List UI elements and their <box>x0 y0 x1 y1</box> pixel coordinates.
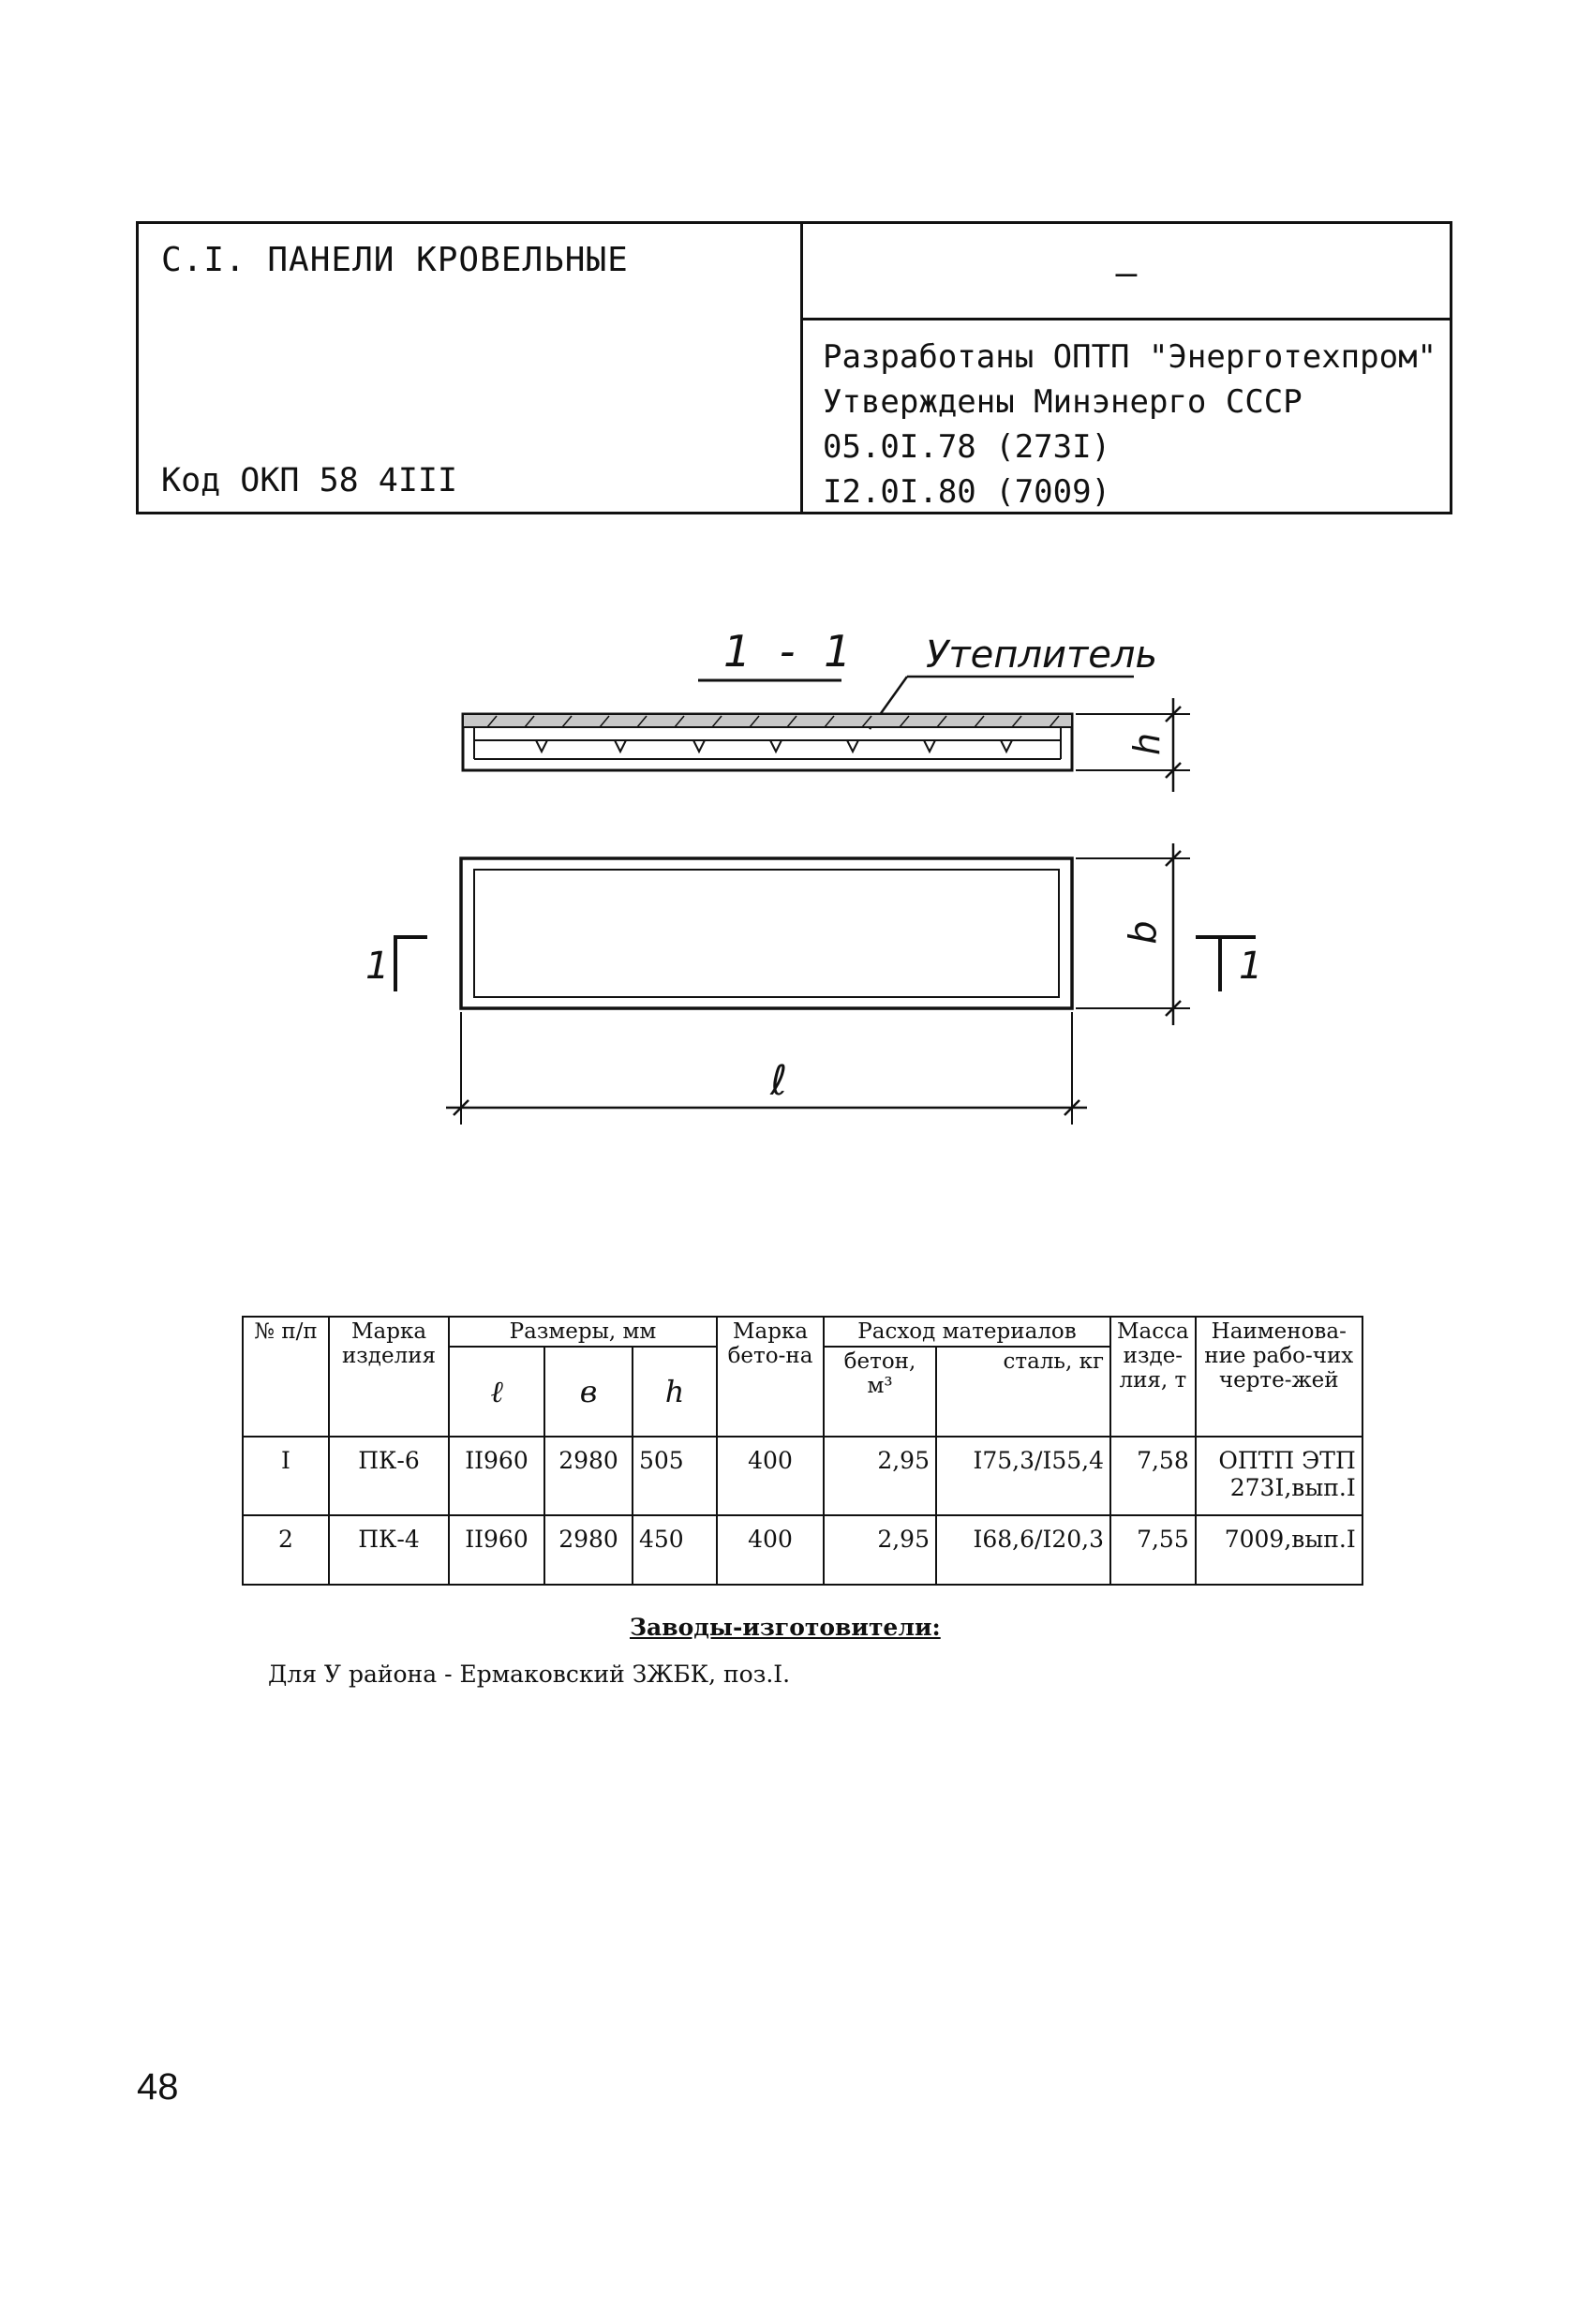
section-view <box>463 714 1072 770</box>
factories-title: Заводы-изготовители: <box>630 1614 941 1641</box>
row-l: II960 <box>449 1515 544 1585</box>
dimension-h-label: h <box>1126 732 1169 756</box>
okp-code: Код ОКП 58 4III <box>161 462 458 499</box>
row-concrete: 2,95 <box>824 1437 936 1515</box>
header-l: ℓ <box>449 1347 544 1437</box>
approval-date-2: I2.0I.80 (7009) <box>823 473 1111 511</box>
developed-by: Разработаны ОПТП "Энерготехпром" <box>823 338 1437 376</box>
header-consumption: Расход материалов <box>824 1317 1110 1347</box>
table-row <box>243 1437 1362 1515</box>
row-steel: I68,6/I20,3 <box>936 1515 1110 1585</box>
header-mass: Масса изде-лия, т <box>1110 1317 1196 1437</box>
row-l: II960 <box>449 1437 544 1515</box>
insulation-label: Утеплитель <box>926 633 1158 677</box>
row-b: 2980 <box>544 1515 633 1585</box>
document-title: С.I. ПАНЕЛИ КРОВЕЛЬНЫЕ <box>161 241 629 279</box>
header-b: в <box>544 1347 633 1437</box>
row-steel: I75,3/I55,4 <box>936 1437 1110 1515</box>
row-drawings: 7009,вып.I <box>1196 1515 1362 1585</box>
section-label: 1 - 1 <box>723 626 859 677</box>
row-concrete-mark: 400 <box>717 1515 824 1585</box>
row-h: 505 <box>633 1437 717 1515</box>
row-mark: ПК-4 <box>329 1515 449 1585</box>
row-h: 450 <box>633 1515 717 1585</box>
row-num: I <box>243 1437 329 1515</box>
header-sizes: Размеры, мм <box>449 1317 717 1347</box>
header-steel: сталь, кг <box>936 1347 1110 1437</box>
row-mark: ПК-6 <box>329 1437 449 1515</box>
header-dash: — <box>1115 252 1138 293</box>
row-concrete: 2,95 <box>824 1515 936 1585</box>
row-concrete-mark: 400 <box>717 1437 824 1515</box>
header-h: h <box>633 1347 717 1437</box>
cut-marker-left <box>394 937 427 991</box>
row-mass: 7,55 <box>1110 1515 1196 1585</box>
row-mass: 7,58 <box>1110 1437 1196 1515</box>
row-drawings: ОПТП ЭТП 273I,вып.I <box>1196 1437 1362 1515</box>
approval-date-1: 05.0I.78 (273I) <box>823 428 1111 466</box>
page-number: 48 <box>137 2066 179 2108</box>
cut-label-right: 1 <box>1239 945 1263 988</box>
dimension-l-label: ℓ <box>770 1057 788 1105</box>
header-concrete-mark: Марка бето-на <box>717 1317 824 1437</box>
table-row <box>243 1515 1362 1585</box>
panels-table <box>242 1316 1363 1586</box>
row-b: 2980 <box>544 1437 633 1515</box>
footnote: Для У района - Ермаковский ЗЖБК, поз.I. <box>268 1661 791 1688</box>
cut-label-left: 1 <box>365 945 390 988</box>
header-mark: Марка изделия <box>329 1317 449 1437</box>
header-drawings: Наименова-ние рабо-чих черте-жей <box>1196 1317 1362 1437</box>
approved-by: Утверждены Минэнерго СССР <box>823 383 1303 421</box>
header-concrete: бетон, м³ <box>824 1347 936 1437</box>
header-num: № п/п <box>243 1317 329 1437</box>
dimension-b-label: b <box>1122 920 1166 945</box>
row-num: 2 <box>243 1515 329 1585</box>
plan-view <box>461 858 1072 1008</box>
